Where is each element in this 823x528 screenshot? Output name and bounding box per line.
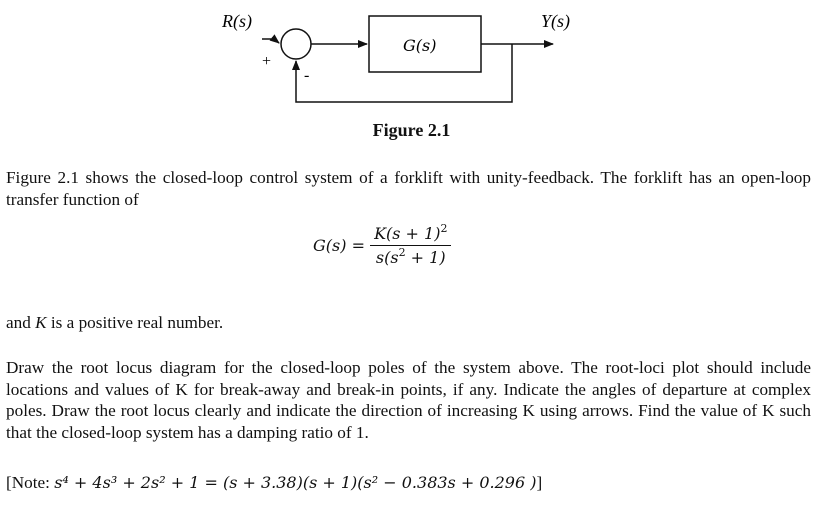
input-label: R(s) bbox=[222, 11, 252, 31]
equation-lhs: G(s) = bbox=[313, 236, 365, 255]
task-paragraph: Draw the root locus diagram for the closed-loop poles of the system above. The root-loci plot should include locations and values of K for break-away and break-in points, if any. Indicate the angles of departure at complex poles. Draw the root locus clearly and indicate the direction of increasing K using arrows. Find the value of K such that the closed-loop system has a damping ratio of 1. bbox=[6, 358, 811, 442]
factorization-note: [Note: s⁴ + 4s³ + 2s² + 1 = (s + 3.38)(s + 1)(s² − 0.383s + 0.296 )] bbox=[6, 473, 543, 492]
transfer-function-equation bbox=[313, 224, 451, 267]
figure-caption: Figure 2.1 bbox=[372, 120, 451, 140]
output-label: Y(s) bbox=[541, 11, 571, 31]
intro-paragraph: Figure 2.1 shows the closed-loop control system of a forklift with unity-feedback. The forklift has an open-loop transfer function of bbox=[6, 168, 811, 209]
summing-junction bbox=[281, 29, 311, 59]
block-label: G(s) bbox=[403, 36, 437, 55]
input-arrow bbox=[262, 39, 279, 43]
equation-numerator: $K(s + 1)^2$ bbox=[370, 224, 451, 246]
equation-denominator: $s(s^2 + 1)$ bbox=[375, 246, 446, 267]
k-description: and K is a positive real number. bbox=[6, 313, 224, 332]
minus-sign: - bbox=[304, 67, 310, 84]
block-diagram bbox=[0, 0, 823, 120]
equation-fraction bbox=[370, 224, 451, 267]
plus-sign: + bbox=[262, 53, 272, 70]
